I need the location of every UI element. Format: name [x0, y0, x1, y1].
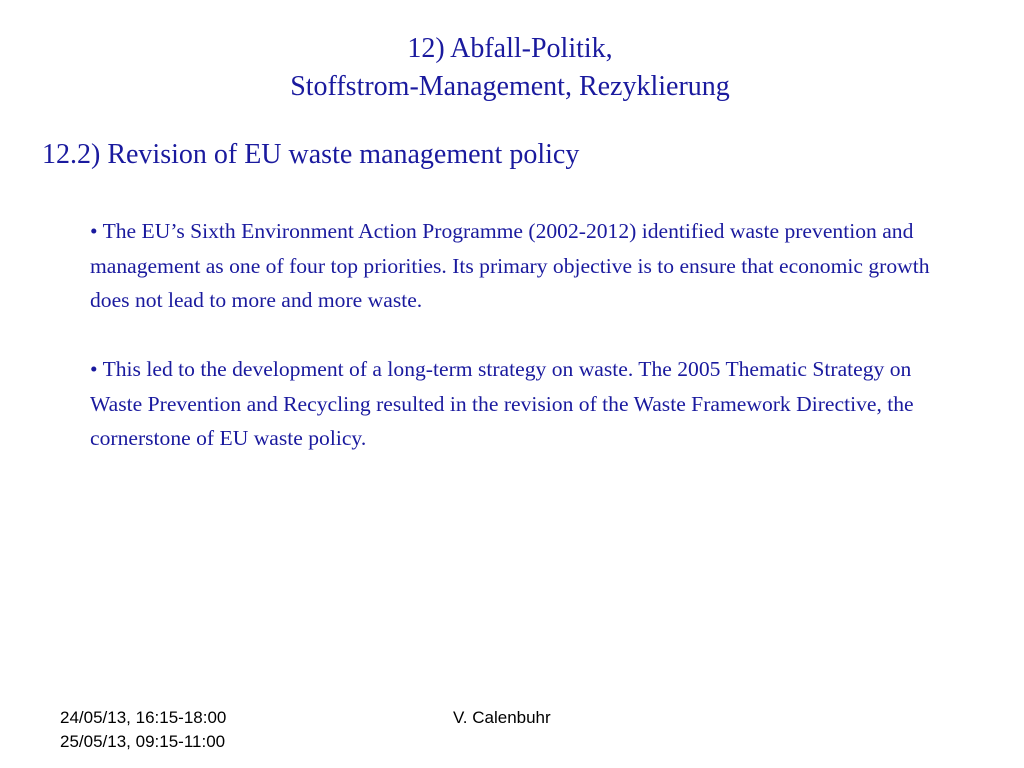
slide-title-line-1: 12) Abfall-Politik, — [407, 33, 613, 64]
slide-title-line-2: Stoffstrom-Management, Rezyklierung — [290, 71, 730, 102]
bullet-list — [90, 214, 950, 456]
slide-subtitle: 12.2) Revision of EU waste management policy — [42, 139, 580, 170]
bullet-item-1: • The EU’s Sixth Environment Action Programme (2002-2012) identified waste prevention and management as one of four top priorities. Its primary objective is to ensure that economic growth does not lead to more and more waste. — [90, 219, 930, 312]
footer-dates — [60, 706, 226, 754]
footer-date-2: 25/05/13, 09:15-11:00 — [60, 732, 226, 751]
slide-title — [150, 30, 870, 106]
bullet-item-2: • This led to the development of a long-term strategy on waste. The 2005 Thematic Strategy on Waste Prevention and Recycling resulted in the revision of the Waste Framework Directive, the cornerstone of EU waste policy. — [90, 357, 914, 450]
footer-date-1: 24/05/13, 16:15-18:00 — [60, 708, 227, 727]
footer-author: V. Calenbuhr — [453, 708, 551, 727]
